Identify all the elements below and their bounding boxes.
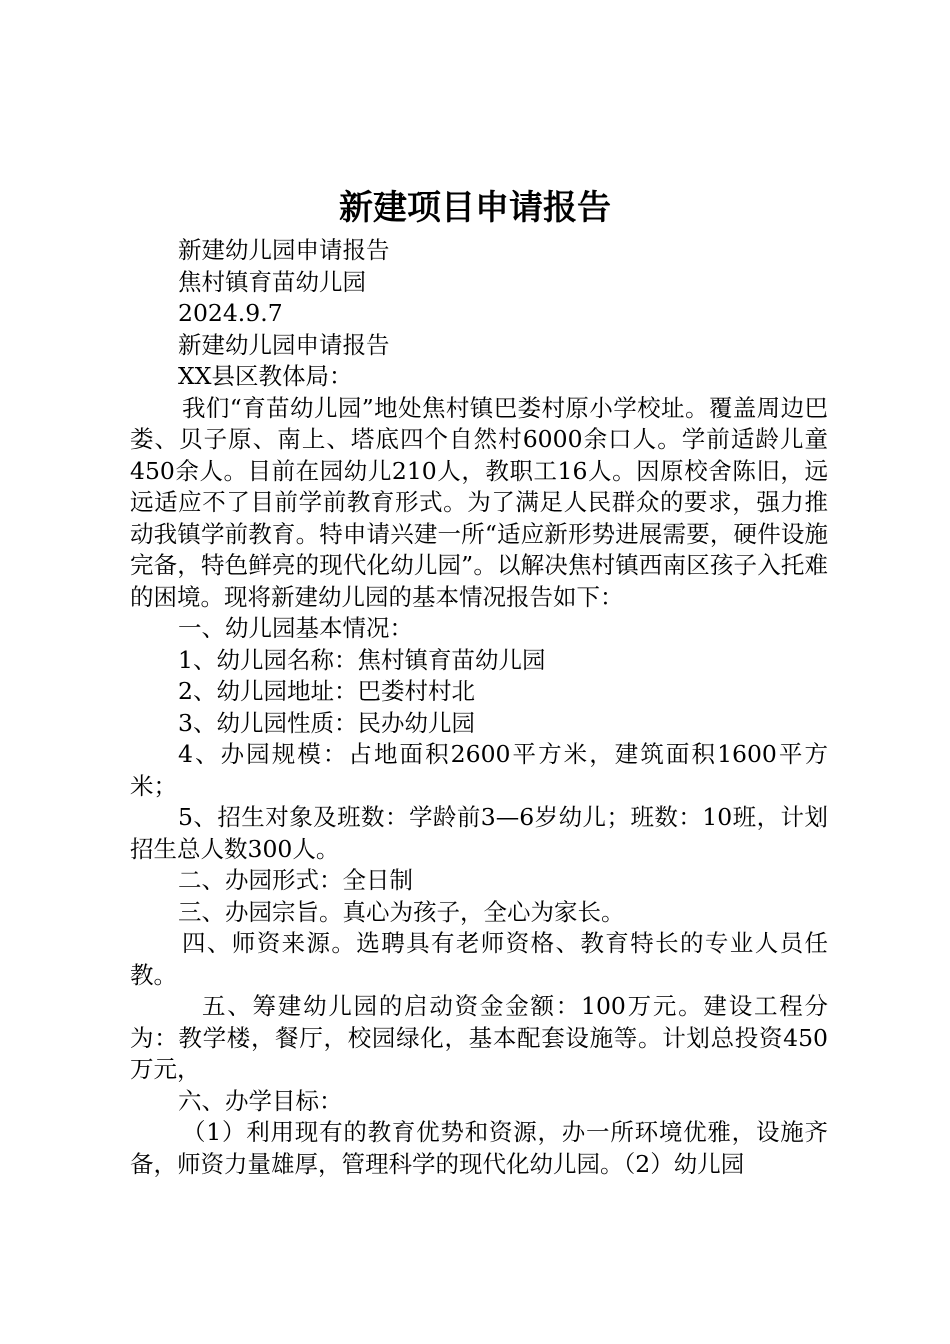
paragraph-item-1: 1、幼儿园名称：焦村镇育苗幼儿园	[178, 645, 546, 674]
paragraph-addressee: XX县区教体局：	[178, 362, 353, 390]
document-title: 新建项目申请报告	[339, 188, 611, 228]
paragraph-item-2: 2、幼儿园地址：巴娄村村北	[178, 677, 475, 705]
paragraph-introduction: 我们“育苗幼儿园”地处焦村镇巴娄村原小学校址。覆盖周边巴娄、贝子原、南上、塔底四个自然村6000余口人。学前适龄儿童450余人。目前在园幼儿210人，教职工16人。因原校舍陈旧，远远适应不了目前学前教育形式。为了满足人民群众的要求，强力推动我镇学前教育。特申请兴建一所“适应新形势进展需要，硬件设施完备，特色鲜亮的现代化幼儿园”。以解决焦村镇西南区孩子入托难的困境。现将新建幼儿园的基本情况报告如下：	[130, 393, 828, 611]
paragraph-item-3: 3、幼儿园性质：民办幼儿园	[178, 708, 475, 737]
paragraph-item-5: 5、招生对象及班数：学龄前3—6岁幼儿；班数：10班，计划招生总人数300人。	[130, 803, 828, 863]
document-body	[130, 235, 828, 1180]
paragraph-report-heading: 新建幼儿园申请报告	[178, 330, 390, 359]
paragraph-date: 2024.9.7	[178, 299, 283, 327]
paragraph-section-3: 三、办园宗旨。真心为孩子，全心为家长。	[178, 897, 625, 926]
paragraph-section-5: 五、筹建幼儿园的启动资金金额：100万元。建设工程分为：教学楼，餐厅，校园绿化，基本配套设施等。计划总投资450万元，	[130, 992, 828, 1083]
paragraph-section-1: 一、幼儿园基本情况：	[178, 614, 413, 642]
paragraph-section-2: 二、办园形式：全日制	[178, 866, 413, 894]
paragraph-subtitle: 新建幼儿园申请报告	[178, 236, 390, 264]
paragraph-section-6: 六、办学目标：	[178, 1086, 343, 1115]
paragraph-item-4: 4、办园规模：占地面积2600平方米，建筑面积1600平方米；	[130, 740, 828, 800]
paragraph-kindergarten-name: 焦村镇育苗幼儿园	[178, 267, 366, 296]
paragraph-goals: （1）利用现有的教育优势和资源，办一所环境优雅，设施齐备，师资力量雄厚，管理科学的现代化幼儿园。（2）幼儿园	[130, 1118, 828, 1178]
paragraph-section-4: 四、师资来源。选聘具有老师资格、教育特长的专业人员任教。	[130, 929, 828, 989]
